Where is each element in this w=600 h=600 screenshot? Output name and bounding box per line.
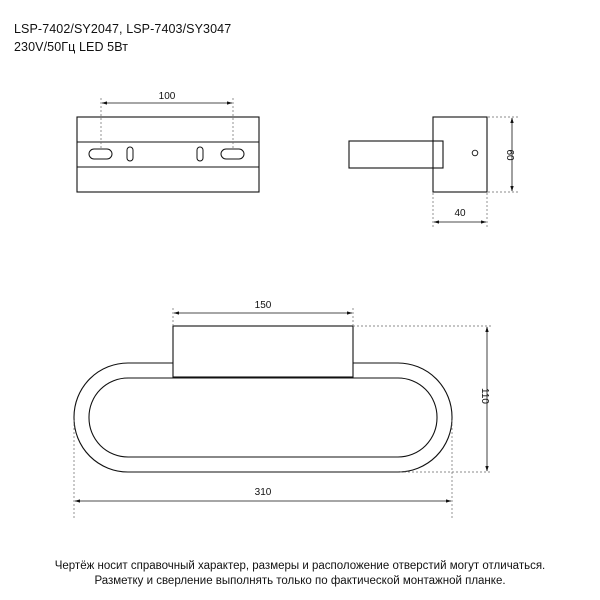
inner-ring [89,378,437,457]
dimension-label-100: 100 [158,91,176,102]
mount-slot-left [89,149,112,159]
model-numbers: LSP-7402/SY2047, LSP-7403/SY3047 [14,22,232,36]
luminaire-front-view [74,300,492,518]
plate-outline [77,117,259,192]
mounting-plate-front-view [77,91,259,192]
dimension-label-60: 60 [504,149,515,161]
side-screw [472,150,478,156]
side-arm [349,141,443,168]
dimension-label-150: 150 [254,300,272,311]
dimension-label-310: 310 [254,487,272,498]
side-view [349,117,518,228]
disclaimer-line-1: Чертёж носит справочный характер, размеры и расположение отверстий могут отличаться. [54,560,546,572]
plate-rail [77,142,259,167]
disclaimer-line-2: Разметку и сверление выполнять только по фактической монтажной планке. [94,575,506,587]
dimension-label-110: 110 [479,388,490,404]
side-body [433,117,487,192]
mount-slot-right [221,149,244,159]
mount-hole-right [197,147,203,161]
electrical-spec: 230V/50Гц LED 5Вт [14,40,129,54]
outer-ring [74,363,452,472]
dimension-label-40: 40 [454,208,466,219]
mount-hole-left [127,147,133,161]
fixture-body [173,326,353,377]
